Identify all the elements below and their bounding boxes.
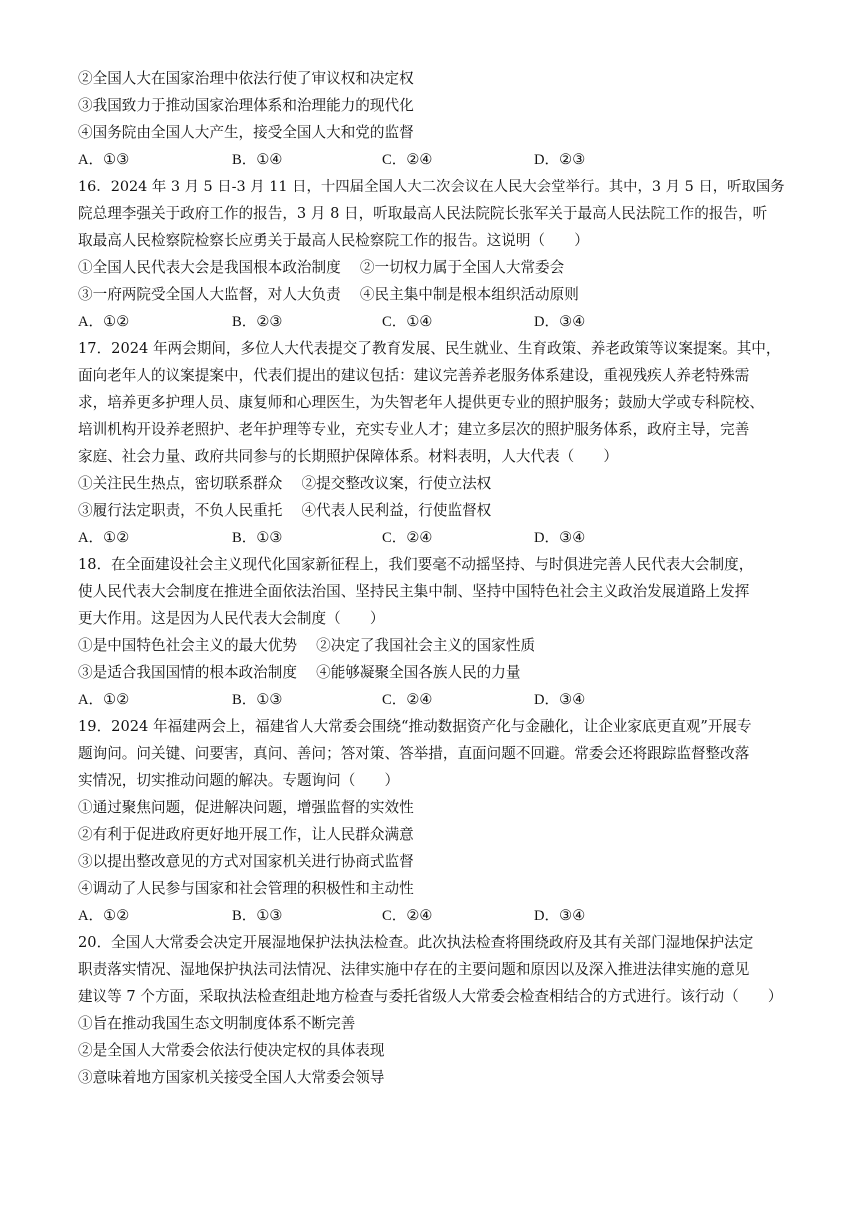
q20-stem-line-1: 20．全国人大常委会决定开展湿地保护法执法检查。此次执法检查将围绕政府及其有关部门湿地保护法定 xyxy=(78,934,754,951)
q19-statement-1: ①通过聚焦问题，促进解决问题，增强监督的实效性 xyxy=(78,799,414,816)
q18-stem-line-2: 使人民代表大会制度在推进全面依法治国、坚持民主集中制、坚持中国特色社会主义政治发展道路上发挥 xyxy=(78,583,750,600)
q15-option-c[interactable]: C．②④ xyxy=(382,151,433,168)
q15-option-a[interactable]: A．①③ xyxy=(78,151,130,168)
q18-statements-line-1: ①是中国特色社会主义的最大优势 ②决定了我国社会主义的国家性质 xyxy=(78,637,536,654)
q16-statements-line-1: ①全国人民代表大会是我国根本政治制度 ②一切权力属于全国人大常委会 xyxy=(78,259,565,276)
q18-stem-line-3: 更大作用。这是因为人民代表大会制度（ ） xyxy=(78,610,385,627)
q17-options xyxy=(78,528,788,548)
q19-option-c[interactable]: C．②④ xyxy=(382,907,433,924)
q17-option-c[interactable]: C．②④ xyxy=(382,529,433,546)
q20-statement-1: ①旨在推动我国生态文明制度体系不断完善 xyxy=(78,1015,356,1032)
q18-option-d[interactable]: D．③④ xyxy=(534,691,586,708)
q18-option-c[interactable]: C．②④ xyxy=(382,691,433,708)
q16-option-b[interactable]: B．②③ xyxy=(232,313,283,330)
q18-option-a[interactable]: A．①② xyxy=(78,691,130,708)
q19-option-a[interactable]: A．①② xyxy=(78,907,130,924)
q19-statement-4: ④调动了人民参与国家和社会管理的积极性和主动性 xyxy=(78,880,414,897)
q17-statements-line-2: ③履行法定职责，不负人民重托 ④代表人民利益，行使监督权 xyxy=(78,502,492,519)
q17-stem-line-5: 家庭、社会力量、政府共同参与的长期照护保障体系。材料表明，人大代表（ ） xyxy=(78,448,618,465)
q15-statement-3: ③我国致力于推动国家治理体系和治理能力的现代化 xyxy=(78,97,414,114)
q19-options xyxy=(78,906,788,926)
q19-statement-3: ③以提出整改意见的方式对国家机关进行协商式监督 xyxy=(78,853,414,870)
q15-statement-2: ②全国人大在国家治理中依法行使了审议权和决定权 xyxy=(78,70,414,87)
q17-stem-line-1: 17．2024 年两会期间，多位人大代表提交了教育发展、民生就业、生育政策、养老政策等议案提案。其中， xyxy=(78,340,781,357)
q19-option-d[interactable]: D．③④ xyxy=(534,907,586,924)
q18-option-b[interactable]: B．①③ xyxy=(232,691,283,708)
q19-stem-line-3: 实情况，切实推动问题的解决。专题询问（ ） xyxy=(78,772,400,789)
q17-stem-line-2: 面向老年人的议案提案中，代表们提出的建议包括：建议完善养老服务体系建设，重视残疾人养老特殊需 xyxy=(78,367,750,384)
q20-stem-line-2: 职责落实情况、湿地保护执法司法情况、法律实施中存在的主要问题和原因以及深入推进法律实施的意见 xyxy=(78,961,750,978)
q17-option-b[interactable]: B．①③ xyxy=(232,529,283,546)
q17-stem-line-4: 培训机构开设养老照护、老年护理等专业，充实专业人才；建立多层次的照护服务体系，政府主导，完善 xyxy=(78,421,750,438)
q20-statement-3: ③意味着地方国家机关接受全国人大常委会领导 xyxy=(78,1069,385,1086)
q20-statement-2: ②是全国人大常委会依法行使决定权的具体表现 xyxy=(78,1042,385,1059)
q16-option-c[interactable]: C．①④ xyxy=(382,313,433,330)
q16-stem-line-1: 16．2024 年 3 月 5 日-3 月 11 日，十四届全国人大二次会议在人民大会堂举行。其中，3 月 5 日，听取国务 xyxy=(78,179,785,195)
q17-statements-line-1: ①关注民生热点，密切联系群众 ②提交整改议案，行使立法权 xyxy=(78,475,492,492)
q16-option-d[interactable]: D．③④ xyxy=(534,313,586,330)
q18-options xyxy=(78,690,788,710)
q19-stem-line-2: 题询问。问关键、问要害，真问、善问；答对策、答举措，直面问题不回避。常委会还将跟踪监督整改落 xyxy=(78,745,750,762)
q17-option-d[interactable]: D．③④ xyxy=(534,529,586,546)
q19-option-b[interactable]: B．①③ xyxy=(232,907,283,924)
q17-option-a[interactable]: A．①② xyxy=(78,529,130,546)
q15-option-d[interactable]: D．②③ xyxy=(534,151,586,168)
q16-option-a[interactable]: A．①② xyxy=(78,313,130,330)
q19-stem-line-1: 19．2024 年福建两会上，福建省人大常委会围绕“推动数据资产化与金融化，让企业家底更直观”开展专 xyxy=(78,718,752,735)
q15-statement-4: ④国务院由全国人大产生，接受全国人大和党的监督 xyxy=(78,124,414,141)
q18-stem-line-1: 18．在全面建设社会主义现代化国家新征程上，我们要毫不动摇坚持、与时俱进完善人民代表大会制度， xyxy=(78,556,754,573)
q16-stem-line-2: 院总理李强关于政府工作的报告，3 月 8 日，听取最高人民法院院长张军关于最高人民法院工作的报告，听 xyxy=(78,205,768,222)
q16-stem-line-3: 取最高人民检察院检察长应勇关于最高人民检察院工作的报告。这说明（ ） xyxy=(78,232,589,249)
q19-statement-2: ②有利于促进政府更好地开展工作，让人民群众满意 xyxy=(78,826,414,843)
q20-stem-line-3: 建议等 7 个方面，采取执法检查组赴地方检查与委托省级人大常委会检查相结合的方式进行。该行动（ ） xyxy=(78,988,783,1005)
q18-statements-line-2: ③是适合我国国情的根本政治制度 ④能够凝聚全国各族人民的力量 xyxy=(78,664,521,681)
q16-statements-line-2: ③一府两院受全国人大监督，对人大负责 ④民主集中制是根本组织活动原则 xyxy=(78,286,579,303)
q15-options xyxy=(78,150,788,170)
q15-option-b[interactable]: B．①④ xyxy=(232,151,283,168)
q16-options xyxy=(78,312,788,332)
q17-stem-line-3: 求，培养更多护理人员、康复师和心理医生，为失智老年人提供更专业的照护服务；鼓励大学或专科院校、 xyxy=(78,394,764,411)
